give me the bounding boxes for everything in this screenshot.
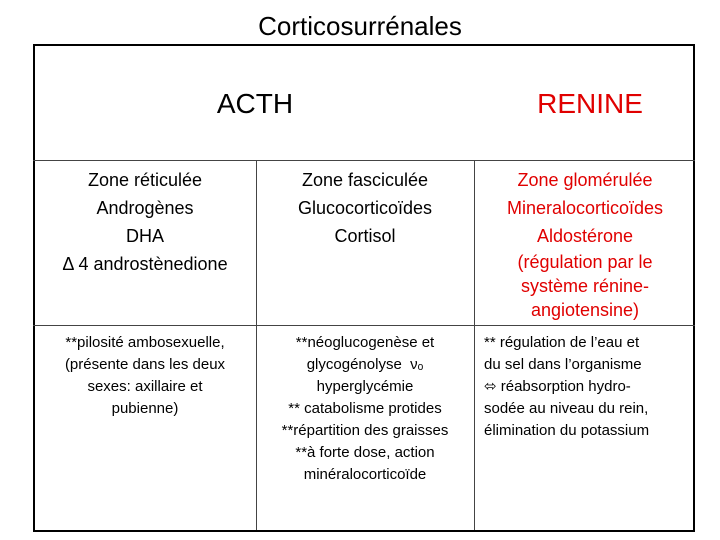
effects-fasciculee-line: **répartition des graisses: [281, 422, 449, 439]
effects-glomerulee-line: élimination du potassium: [484, 422, 650, 439]
zone-reticulee-hormone-1: DHA: [125, 226, 164, 246]
zone-fasciculee-hormone-class: Glucocorticoïdes: [297, 198, 433, 218]
effects-reticulee-cell: [38, 332, 252, 420]
effects-reticulee-line: pubienne): [111, 400, 179, 417]
zone-reticulee-name: Zone réticulée: [87, 170, 203, 190]
effects-fasciculee-cell: [258, 332, 472, 486]
page-title: Corticosurrénales: [236, 8, 484, 46]
zone-reticulee-cell: [38, 166, 252, 278]
zone-glomerulee-name: Zone glomérulée: [517, 170, 653, 190]
effects-reticulee-line: sexes: axillaire et: [87, 378, 203, 395]
zone-glomerulee-note-2: système rénine-: [520, 276, 650, 296]
column-separator-1: [256, 160, 257, 530]
acth-header: ACTH: [216, 88, 294, 119]
effects-glomerulee-cell: [484, 332, 688, 442]
renine-header: RENINE: [537, 88, 643, 119]
zone-glomerulee-cell: [478, 166, 692, 322]
effects-glomerulee-line: ⬄ réabsorption hydro-: [484, 378, 631, 395]
zone-glomerulee-hormone-class: Mineralocorticoïdes: [506, 198, 664, 218]
zone-fasciculee-cell: [258, 166, 472, 250]
effects-fasciculee-line: **à forte dose, action: [295, 444, 435, 461]
column-separator-2: [474, 160, 475, 530]
zone-glomerulee-hormone: Aldostérone: [536, 226, 634, 246]
zone-glomerulee-note-3: angiotensine): [530, 300, 640, 320]
effects-fasciculee-line: hyperglycémie: [316, 378, 414, 395]
effects-fasciculee-line: minéralocorticoïde: [303, 466, 427, 483]
effects-fasciculee-line: **néoglucogenèse et: [295, 334, 435, 351]
effects-glomerulee-line: sodée au niveau du rein,: [484, 400, 649, 417]
zone-reticulee-hormone-class: Androgènes: [96, 198, 194, 218]
effects-glomerulee-line: du sel dans l’organisme: [484, 356, 642, 373]
header-separator: [33, 160, 695, 161]
zone-fasciculee-name: Zone fasciculée: [301, 170, 429, 190]
effects-glomerulee-line: ** régulation de l’eau et: [484, 334, 640, 351]
effects-fasciculee-line: glycogénolyse νₒ: [306, 356, 424, 373]
effects-reticulee-line: (présente dans les deux: [64, 356, 226, 373]
zone-glomerulee-note-1: (régulation par le: [517, 252, 653, 272]
effects-fasciculee-line: ** catabolisme protides: [288, 400, 442, 417]
zone-reticulee-hormone-2: Δ 4 androstènedione: [62, 254, 228, 274]
effects-reticulee-line: **pilosité ambosexuelle,: [65, 334, 225, 351]
row-separator: [33, 325, 695, 326]
zone-fasciculee-hormone: Cortisol: [334, 226, 396, 246]
